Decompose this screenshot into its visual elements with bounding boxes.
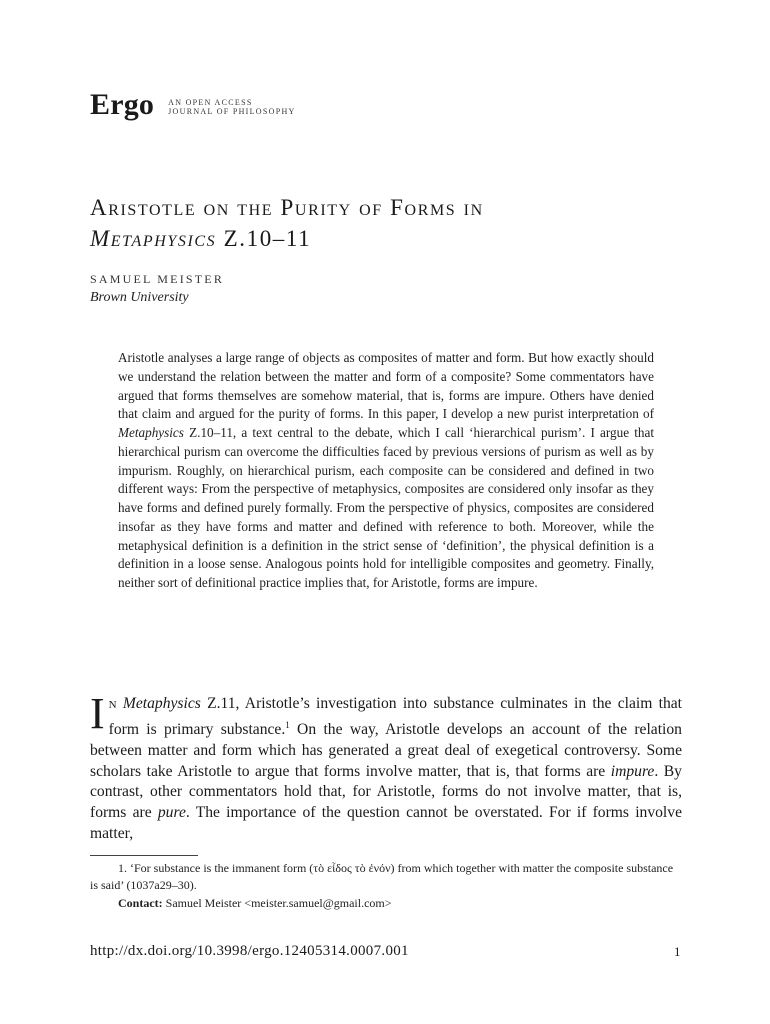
- page-number: 1: [674, 944, 681, 959]
- title-line-1: Aristotle on the Purity of Forms in: [90, 195, 484, 220]
- abstract: [118, 349, 654, 593]
- body-segment-2: On the way, Aristotle develops an account of the relation between matter and form which has generated a great deal of exegetical controversy. Some scholars take Aristotle to argue that forms involve matter, that is, that forms are: [90, 720, 682, 780]
- opening-small-caps: n: [108, 695, 117, 712]
- contact-label: Contact:: [118, 896, 163, 910]
- footnote-text: ‘For substance is the immanent form (τὸ εἶδος τὸ ἐνόν) from which together with matter the composite substance is said’ (1037a29–30).: [90, 861, 674, 892]
- tagline-line-2: JOURNAL OF PHILOSOPHY: [168, 107, 296, 116]
- footnote-marker[interactable]: 1: [285, 719, 290, 730]
- title-line-2: [90, 223, 690, 254]
- author-affiliation: Brown University: [90, 290, 189, 305]
- journal-logo: Ergo: [90, 88, 155, 121]
- title-line-2-rest: Z.10–11: [216, 226, 312, 251]
- title-italic-metaphysics: Metaphysics: [90, 226, 217, 251]
- contact-value[interactable]: Samuel Meister <meister.samuel@gmail.com>: [162, 896, 392, 910]
- abstract-part-1: Aristotle analyses a large range of objects as composites of matter and form. But how exactly should we understand the relation between the matter and form of a composite? Some commentators have argued that forms themselves are somehow material, that is, forms are impure. Others have denied that claim and argued for the purity of forms. In this paper, I develop a new purist interpretation of: [118, 350, 654, 422]
- footnote: [90, 860, 682, 894]
- body-segment-3: . By contrast, other commentators hold that, for Aristotle, forms do not involve matter, that is, forms are: [90, 762, 682, 822]
- author-name: SAMUEL MEISTER: [90, 272, 225, 286]
- body-paragraph: [90, 689, 683, 845]
- journal-masthead: [90, 88, 296, 122]
- body-segment-1: Z.11, Aristotle’s investigation into substance culminates in the claim that form is primary substance.: [108, 695, 683, 738]
- journal-tagline: [168, 98, 295, 116]
- abstract-part-2: Z.10–11, a text central to the debate, which I call ‘hierarchical purism’. I argue that hierarchical purism can overcome the difficulties faced by previous versions of purism as well as by impurism. Roughly, on hierarchical purism, each composite can be considered and defined in two different ways: From the perspective of metaphysics, composites are considered only insofar as they have forms and defined purely formally. From the perspective of physics, composites are considered insofar as they have forms and matter and defined with reference to both. Moreover, while the metaphysical definition is a definition in the strict sense of ‘definition’, the physical definition is a definition in a loose sense. Analogous points hold for intelligible composites and geometry. Finally, neither sort of definitional practice implies that, for Aristotle, forms are impure.: [118, 425, 654, 590]
- abstract-italic-metaphysics: Metaphysics: [118, 425, 184, 440]
- body-segment-4: . The importance of the question cannot be overstated. For if forms involve matter,: [90, 804, 682, 842]
- body-italic-impure: impure: [610, 762, 655, 780]
- article-title: [90, 192, 690, 254]
- footnote-number: 1.: [118, 861, 127, 875]
- doi-link[interactable]: http://dx.doi.org/10.3998/ergo.12405314.0007.001: [90, 943, 409, 959]
- drop-cap: I: [90, 689, 105, 738]
- body-italic-pure: pure: [157, 804, 186, 822]
- body-italic-metaphysics: Metaphysics: [122, 695, 201, 712]
- contact-line: [118, 896, 392, 911]
- tagline-line-1: AN OPEN ACCESS: [168, 98, 253, 107]
- footnote-rule: [90, 855, 198, 856]
